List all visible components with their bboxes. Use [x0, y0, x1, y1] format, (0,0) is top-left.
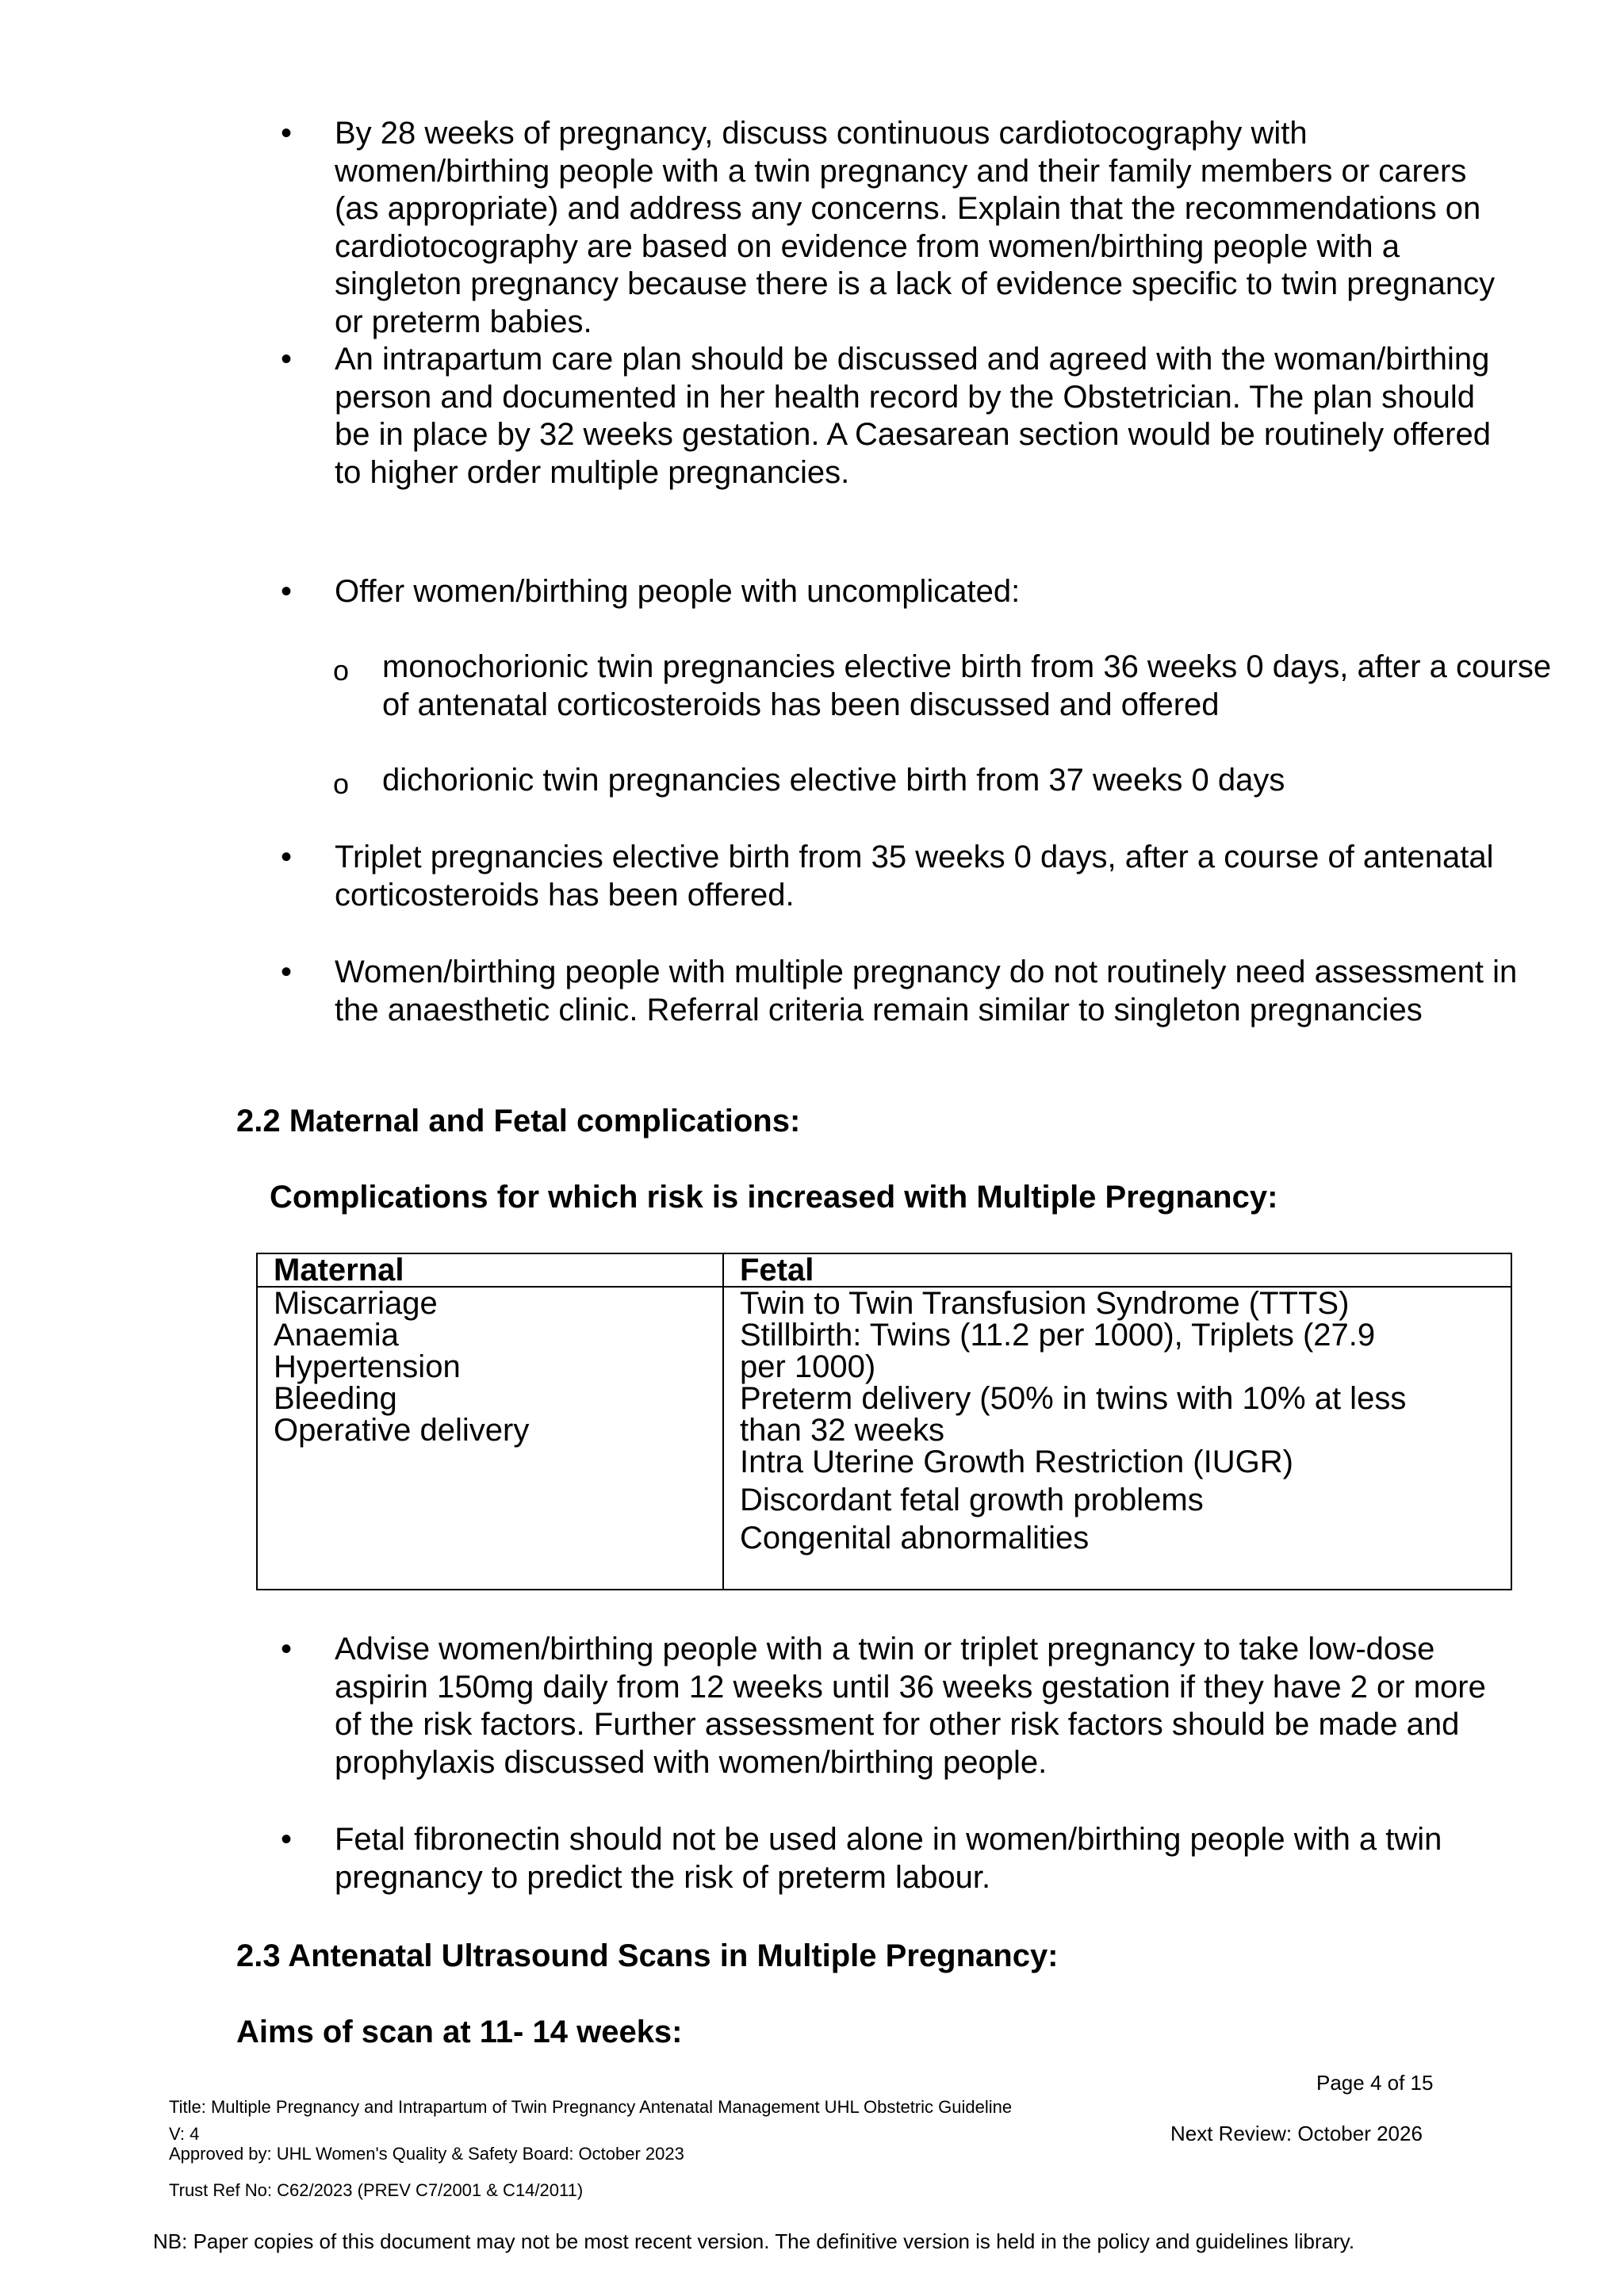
complications-heading: Complications for which risk is increased with Multiple Pregnancy: — [270, 1180, 1278, 1215]
fetal-item: Congenital abnormalities — [740, 1521, 1090, 1556]
bullet-list-top — [281, 115, 1518, 492]
footer-version: V: 4 — [169, 2124, 200, 2144]
maternal-item: Anaemia — [274, 1318, 399, 1353]
bullet-icon: • — [281, 116, 293, 151]
fetal-item: Preterm delivery (50% in twins with 10% at less — [740, 1381, 1407, 1416]
list-item — [281, 839, 1518, 914]
next-review: Next Review: October 2026 — [1170, 2122, 1423, 2145]
fetal-item: per 1000) — [740, 1349, 876, 1384]
bullet-icon: • — [281, 955, 293, 989]
fetal-item: than 32 weeks — [740, 1413, 944, 1448]
fetal-cell — [723, 1287, 1511, 1590]
list-item — [281, 573, 1518, 611]
bullet-list-offer — [281, 573, 1518, 611]
complications-table — [256, 1253, 1512, 1590]
list-item — [281, 115, 1518, 341]
section-heading-2-2: 2.2 Maternal and Fetal complications: — [236, 1104, 801, 1138]
bullet-icon: • — [281, 840, 293, 874]
table-header-maternal: Maternal — [257, 1253, 723, 1287]
bullet-text: Advise women/birthing people with a twin or triplet pregnancy to take low-dose aspirin 150mg daily from 12 weeks until 36 weeks gestation if they have 2 or more of the risk factors. Further assessment for other risk factors should be made and prophylaxis discussed with women/birthing people. — [335, 1632, 1486, 1780]
section-heading-2-3: 2.3 Antenatal Ultrasound Scans in Multiple Pregnancy: — [236, 1938, 1059, 1973]
bullet-list-anaesthetic — [281, 954, 1518, 1029]
fetal-item: Discordant fetal growth problems — [740, 1483, 1204, 1517]
sub-item-text: monochorionic twin pregnancies elective birth from 36 weeks 0 days, after a course of antenatal corticosteroids has been discussed and offered — [382, 649, 1552, 722]
bullet-icon: • — [281, 342, 293, 377]
circle-bullet-icon: o — [333, 654, 350, 687]
page-number: Page 4 of 15 — [1316, 2071, 1434, 2095]
table-header-row — [257, 1253, 1511, 1287]
bullet-text: By 28 weeks of pregnancy, discuss continuous cardiotocography with women/birthing people with a twin pregnancy and their family members or carers (as appropriate) and address any concerns. Explain that the recommendations on cardiotocography are based on evidence from women/birthing people with a singleton pregnancy because there is a lack of evidence specific to twin pregnancy or preterm babies. — [335, 116, 1496, 339]
circle-bullet-icon: o — [333, 767, 350, 800]
maternal-item: Bleeding — [274, 1381, 397, 1416]
footer-disclaimer: NB: Paper copies of this document may not be most recent version. The definitive version is held in the policy and guidelines library. — [153, 2229, 1355, 2253]
sub-list-item — [333, 762, 1572, 800]
fetal-item: Twin to Twin Transfusion Syndrome (TTTS) — [740, 1286, 1350, 1321]
bullet-text: Fetal fibronectin should not be used alone in women/birthing people with a twin pregnancy to predict the risk of preterm labour. — [335, 1822, 1442, 1895]
bullet-icon: • — [281, 574, 293, 609]
footer-title: Title: Multiple Pregnancy and Intrapartum of Twin Pregnancy Antenatal Management UHL Obstetric Guideline — [169, 2097, 1013, 2117]
bullet-list-triplet — [281, 839, 1518, 914]
bullet-text: An intrapartum care plan should be discussed and agreed with the woman/birthing person and documented in her health record by the Obstetrician. The plan should be in place by 32 weeks gestation. A Caesarean section would be routinely offered to higher order multiple pregnancies. — [335, 342, 1491, 490]
aims-heading: Aims of scan at 11- 14 weeks: — [236, 2015, 683, 2049]
maternal-item: Miscarriage — [274, 1286, 438, 1321]
sub-list-item — [333, 649, 1572, 724]
bullet-text: Women/birthing people with multiple pregnancy do not routinely need assessment in the anaesthetic clinic. Referral criteria remain similar to singleton pregnancies — [335, 955, 1518, 1027]
bullet-list-fibronectin — [281, 1821, 1518, 1896]
list-item — [281, 954, 1518, 1029]
table-header-fetal: Fetal — [723, 1253, 1511, 1287]
list-item — [281, 1631, 1518, 1781]
bullet-text: Triplet pregnancies elective birth from 35 weeks 0 days, after a course of antenatal corticosteroids has been offered. — [335, 840, 1494, 913]
list-item — [281, 1821, 1518, 1896]
sub-item-text: dichorionic twin pregnancies elective birth from 37 weeks 0 days — [382, 763, 1285, 798]
bullet-icon: • — [281, 1822, 293, 1857]
bullet-icon: • — [281, 1632, 293, 1667]
fetal-item: Intra Uterine Growth Restriction (IUGR) — [740, 1445, 1293, 1479]
bullet-list-aspirin — [281, 1631, 1518, 1781]
bullet-text: Offer women/birthing people with uncomplicated: — [335, 574, 1021, 609]
maternal-item: Operative delivery — [274, 1413, 530, 1448]
footer-trust-ref: Trust Ref No: C62/2023 (PREV C7/2001 & C14/2011) — [169, 2180, 584, 2200]
maternal-cell — [257, 1287, 723, 1590]
fetal-item: Stillbirth: Twins (11.2 per 1000), Triplets (27.9 — [740, 1318, 1376, 1353]
maternal-item: Hypertension — [274, 1349, 461, 1384]
list-item — [281, 341, 1518, 492]
table-row — [257, 1287, 1511, 1590]
footer-approved: Approved by: UHL Women's Quality & Safety Board: October 2023 — [169, 2144, 684, 2164]
